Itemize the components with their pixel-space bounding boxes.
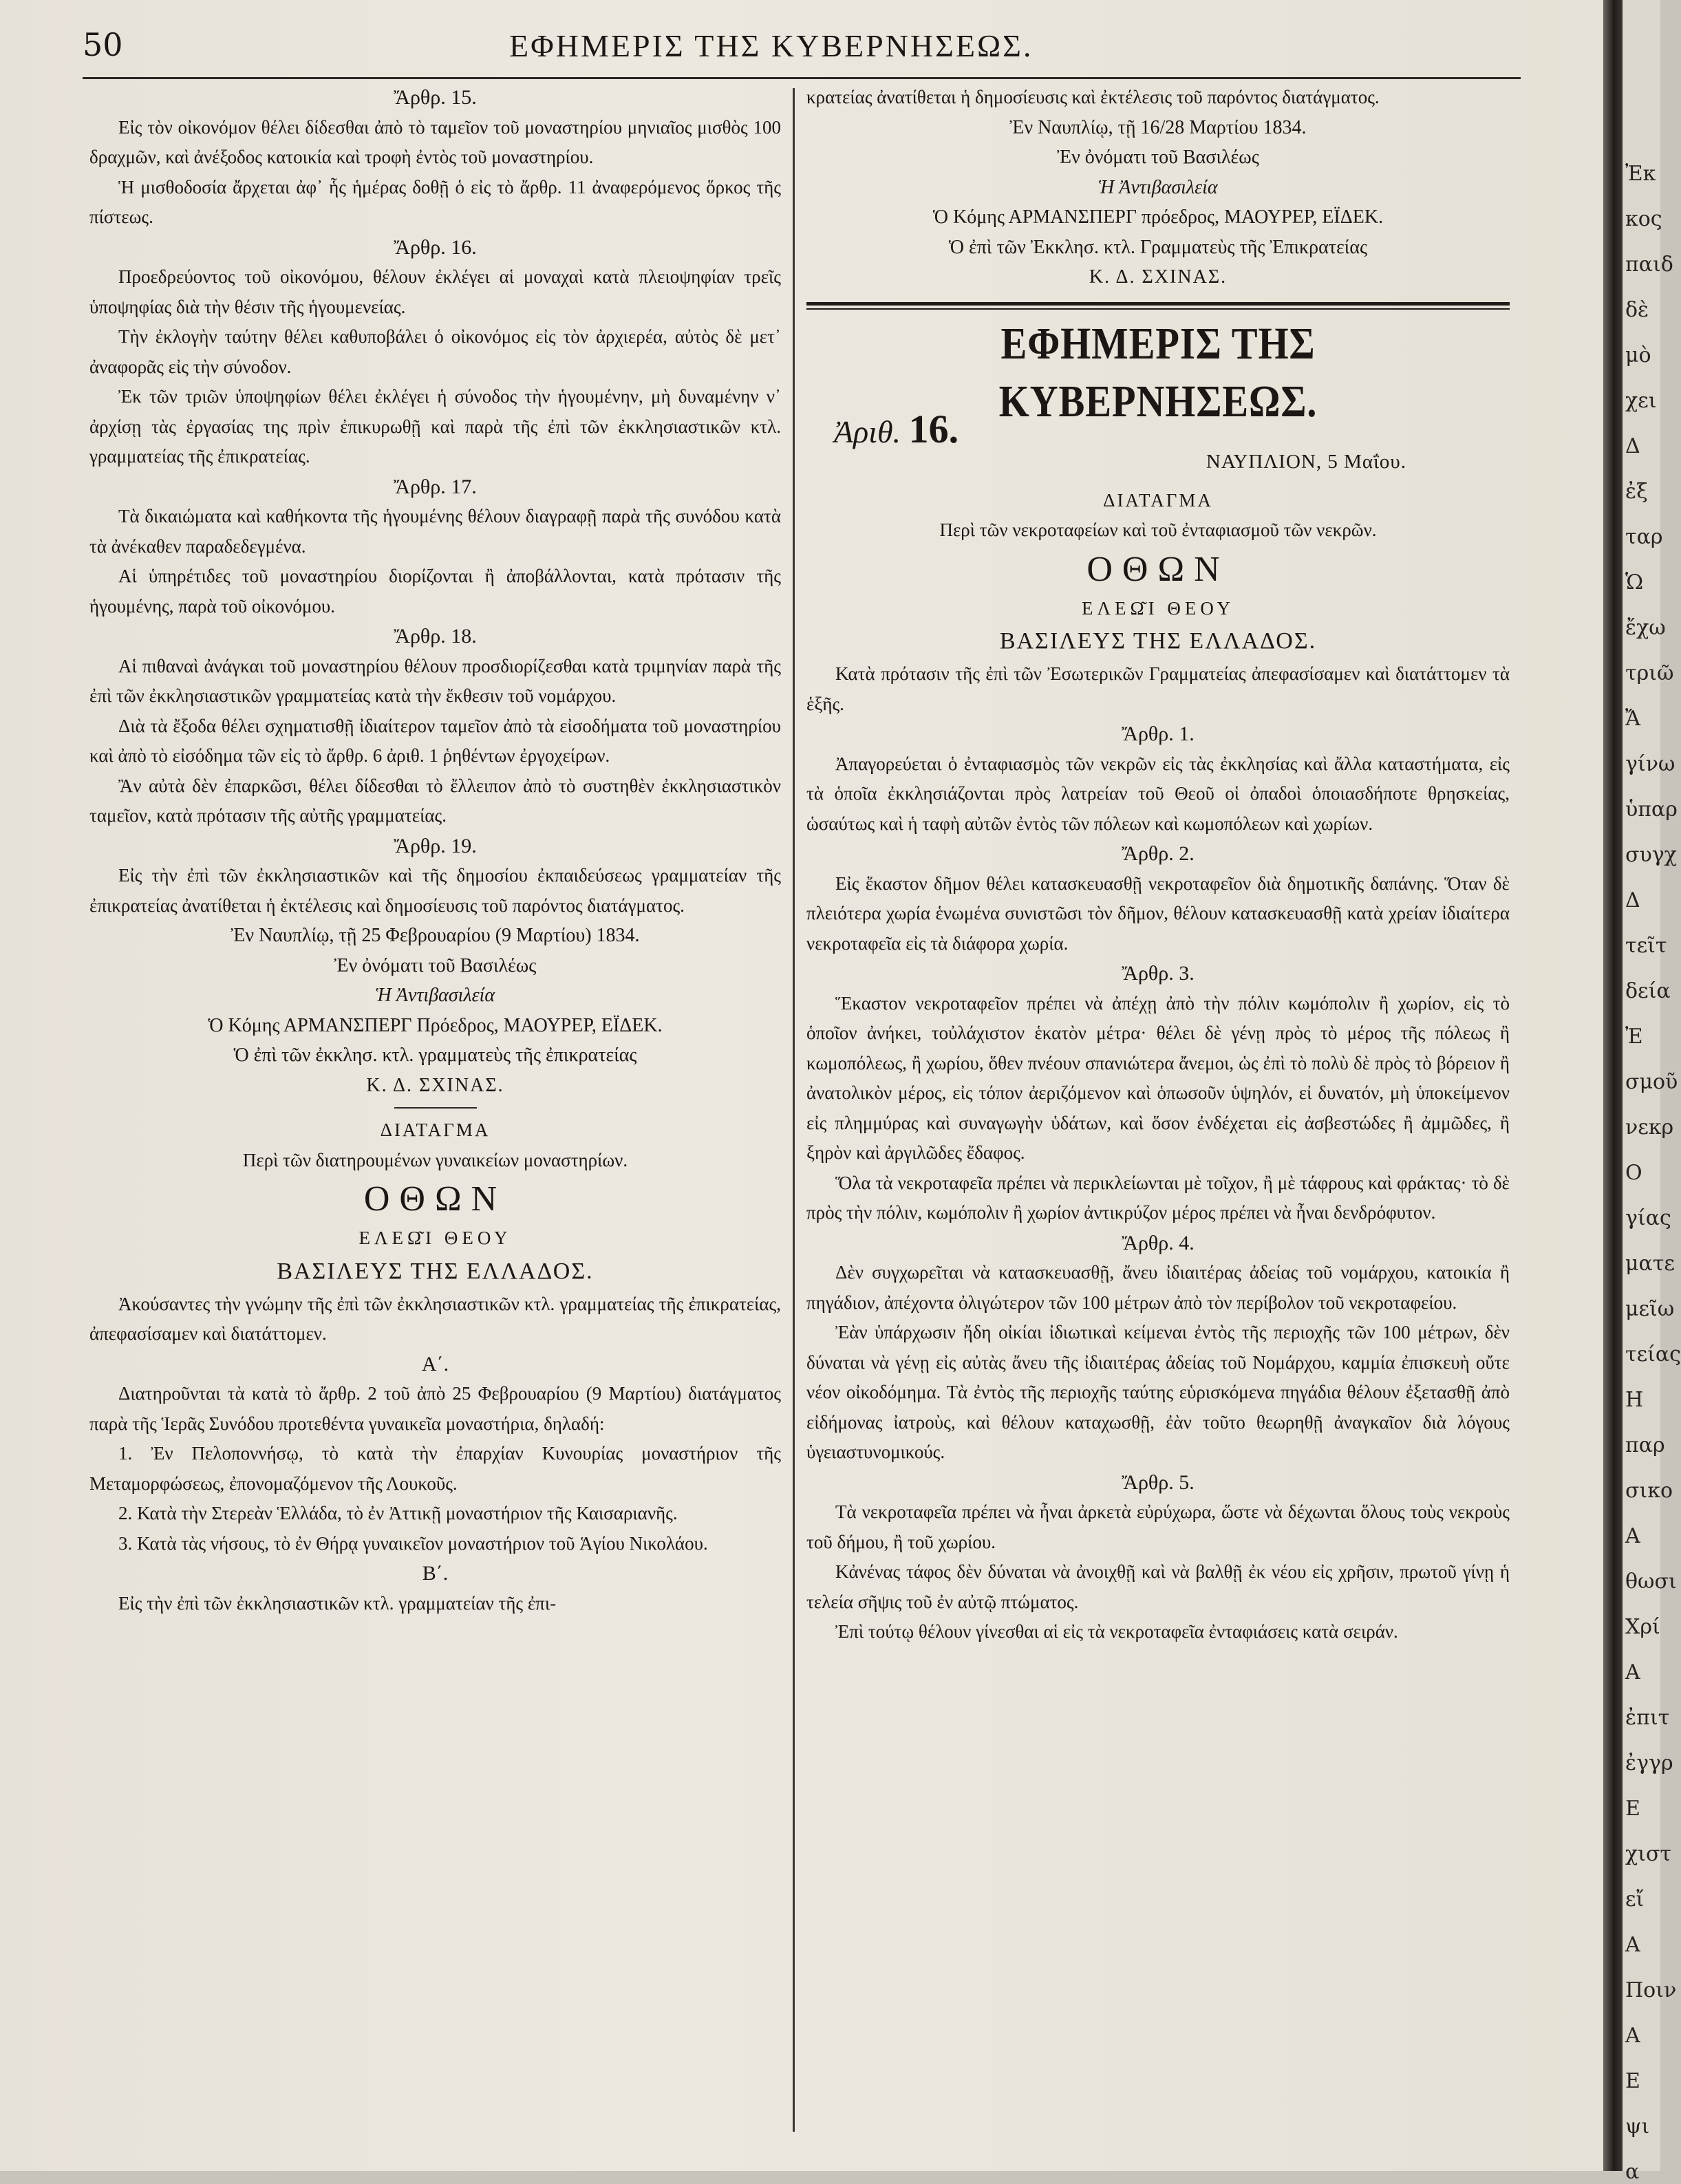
next-page-fragment: Α <box>1625 1660 1640 1684</box>
next-page-fragment: ὑπαρ <box>1625 797 1678 822</box>
decree-label: ΔΙΑΤΑΓΜΑ <box>1103 489 1213 511</box>
page-number: 50 <box>83 26 123 63</box>
masthead-title: ΕΦΗΜΕΡΙΣ ΤΗΣ ΚΥΒΕΡΝΗΣΕΩΣ. <box>998 318 1318 427</box>
decree-subject: Περὶ τῶν νεκροταφείων καὶ τοῦ ἐνταφιασμοῦ τῶν νεκρῶν. <box>939 520 1377 540</box>
section-heading: Α΄. <box>421 1352 449 1375</box>
next-page-fragment: χει <box>1625 389 1657 413</box>
next-page-edge <box>1623 0 1681 2184</box>
next-page-fragment: χιστ <box>1625 1842 1672 1866</box>
next-page-fragment: παρ <box>1625 1433 1665 1457</box>
next-page-fragment: δεία <box>1625 979 1671 1003</box>
article-heading: Ἄρθρ. 5. <box>1122 1470 1195 1494</box>
article-heading: Ἄρθρ. 19. <box>394 834 477 857</box>
next-page-fragment: α <box>1625 2160 1640 2184</box>
paragraph: Διατηροῦνται τὰ κατὰ τὸ ἄρθρ. 2 τοῦ ἀπὸ 25 Φεβρουαρίου (9 Μαρτίου) διατάγματος παρὰ τῆς Ἱερᾶς Συνόδου προτεθέντα γυναικεῖα μοναστήρια, δηλαδή: <box>89 1383 781 1434</box>
next-page-fragment: ματε <box>1625 1252 1675 1276</box>
next-page-fragment: ἐγγρ <box>1625 1751 1673 1775</box>
section-divider <box>394 1107 477 1109</box>
masthead-rule-thin <box>806 308 1510 310</box>
grace-of-god: ΕΛΕΩ͂Ι ΘΕΟΥ <box>358 1228 512 1248</box>
next-page-fragment: γίνω <box>1625 752 1675 776</box>
next-page-fragment: τείας <box>1625 1342 1681 1367</box>
paragraph: Τὰ νεκροταφεῖα πρέπει νὰ ἦναι ἀρκετὰ εὐρύχωρα, ὥστε νὰ δέχωνται ὅλους τοὺς νεκροὺς τοῦ δήμου, ἢ τοῦ χωρίου. <box>806 1501 1510 1552</box>
list-item: 2. Κατὰ τὴν Στερεὰν Ἑλλάδα, τὸ ἐν Ἀττικῇ μοναστήριον τῆς Καισαριανῆς. <box>118 1503 678 1523</box>
running-head: ΕΦΗΜΕΡΙΣ ΤΗΣ ΚΥΒΕΡΝΗΣΕΩΣ. <box>509 28 1034 63</box>
paragraph: Ἡ μισθοδοσία ἄρχεται ἀφ᾽ ἧς ἡμέρας δοθῇ ὁ εἰς τὸ ἄρθρ. 11 ἀναφερόμενος ὅρκος τῆς πίστεως. <box>89 176 781 227</box>
paragraph: κρατείας ἀνατίθεται ἡ δημοσίευσις καὶ ἐκτέλεσις τοῦ παρόντος διατάγματος. <box>806 87 1380 107</box>
in-name-of-king: Ἐν ὀνόματι τοῦ Βασιλέως <box>334 954 537 976</box>
decree-date: Ἐν Ναυπλίῳ, τῇ 25 Φεβρουαρίου (9 Μαρτίου) 1834. <box>231 925 640 946</box>
issue-label: Ἀριθ. <box>834 414 901 449</box>
paragraph: Κἀνένας τάφος δὲν δύναται νὰ ἀνοιχθῇ καὶ νὰ βαλθῇ ἐκ νέου εἰς χρῆσιν, πρωτοῦ γίνῃ ἡ τελεία σῆψις τοῦ ἐν αὐτῷ πτώματος. <box>806 1561 1510 1612</box>
next-page-fragment: εἴ <box>1625 1887 1645 1912</box>
next-page-fragment: ταρ <box>1625 525 1663 549</box>
article-heading: Ἄρθρ. 4. <box>1122 1231 1195 1254</box>
next-page-fragment: Δ <box>1625 434 1640 458</box>
decree-label: ΔΙΑΤΑΓΜΑ <box>380 1120 491 1140</box>
next-page-fragment: τεῖτ <box>1625 934 1667 958</box>
list-item: 1. Ἐν Πελοποννήσῳ, τὸ κατὰ τὴν ἐπαρχίαν Κυνουρίας μοναστήριον τῆς Μεταμορφώσεως, ἐπονομαζόμενον τῆς Λουκοῦς. <box>89 1443 781 1494</box>
signers-line: Ὁ Κόμης ΑΡΜΑΝΣΠΕΡΓ πρόεδρος, ΜΑΟΥΡΕΡ, ΕΪΔΕΚ. <box>932 206 1384 228</box>
next-page-fragment: ἐξ <box>1625 480 1648 504</box>
header-rule <box>83 77 1521 79</box>
right-column <box>806 83 1510 1647</box>
next-page-fragment: Δ <box>1625 888 1640 912</box>
issue-line <box>806 406 1510 486</box>
secretary-line: Ὁ ἐπὶ τῶν ἐκκλησ. κτλ. γραμματεὺς τῆς ἐπικρατείας <box>233 1045 637 1066</box>
next-page-fragment: ἐπιτ <box>1625 1706 1670 1730</box>
next-page-fragment: σμοῦ <box>1625 1070 1678 1094</box>
paragraph: Εἰς τὴν ἐπὶ τῶν ἐκκλησιαστικῶν καὶ τῆς δημοσίου ἐκπαιδεύσεως γραμματείαν τῆς ἐπικρατείας ἀνατίθεται ἡ ἐκτέλεσις καὶ δημοσίευσις τοῦ παρόντος διατάγματος. <box>89 865 781 916</box>
masthead-rule-thick <box>806 302 1510 306</box>
decree-date: Ἐν Ναυπλίῳ, τῇ 16/28 Μαρτίου 1834. <box>1009 116 1307 138</box>
king-of-greece: ΒΑΣΙΛΕΥΣ ΤΗΣ ΕΛΛΑΔΟΣ. <box>277 1258 594 1284</box>
next-page-fragment: τριῶ <box>1625 661 1674 685</box>
king-name: ΟΘΩΝ <box>363 1179 507 1219</box>
next-page-fragment: Α <box>1625 1524 1640 1548</box>
paragraph: Ἕκαστον νεκροταφεῖον πρέπει νὰ ἀπέχῃ ἀπὸ τὴν πόλιν κωμόπολιν ἢ χωρίον, εἰς τὸ ὁποῖον ἀνήκει, τοὐλάχιστον ἑκατὸν μέτρα· θέλει δὲ γένῃ πρὸς τὸ μέρος τῆς πόλεως ἢ κωμοπόλεως, ἢ χωρίου, ὅθεν πνέουν σπανιώτερα ἄνεμοι, ὡς ἐπὶ τὸ πολὺ δὲ πρὸς τὸ βόρειον ἢ ἀνατολικὸν μέρος, εἰς τόπον ἀεριζόμενον καὶ ὁπωσοῦν ὑψηλόν, εἰ δυνατόν, μὴ ὑποκείμενον εἰς πλημμύρας καὶ συναγωγὴν ὑδάτων, καὶ ὅσον ἐνδέχεται εἰς ἀσβεστώδες ἢ ἀμμῶδες, ἢ ξηρὸν καὶ ἀργιλῶδες ἔδαφος. <box>806 992 1510 1163</box>
next-page-fragment: Ε <box>1625 2069 1640 2093</box>
column-rule <box>793 88 795 2132</box>
paragraph: Εἰς τὸν οἰκονόμον θέλει δίδεσθαι ἀπὸ τὸ ταμεῖον τοῦ μοναστηρίου μηνιαῖος μισθὸς 100 δραχμῶν, καὶ ἀνέξοδος κατοικία καὶ τροφὴ ἐντὸς τοῦ μοναστηρίου. <box>89 116 781 167</box>
paragraph: Διὰ τὰ ἔξοδα θέλει σχηματισθῇ ἰδιαίτερον ταμεῖον ἀπὸ τὰ εἰσοδήματα τοῦ μοναστηρίου καὶ ἀπὸ τὸ εἰσόδημα τῶν εἰς τὸ ἄρθρ. 6 ἀριθ. 1 ῥηθέντων ἐργοχείρων. <box>89 715 781 766</box>
next-page-fragment: ψι <box>1625 2115 1650 2139</box>
paragraph: Ἂν αὐτὰ δὲν ἐπαρκῶσι, θέλει δίδεσθαι τὸ ἔλλειπον ἀπὸ τὸ συστηθὲν ἐκκλησιαστικὸν ταμεῖον, κατὰ πρότασιν τῆς αὐτῆς γραμματείας. <box>89 775 781 826</box>
next-page-fragment: Ο <box>1625 1161 1642 1185</box>
list-item: 3. Κατὰ τὰς νήσους, τὸ ἐν Θήρᾳ γυναικεῖον μοναστήριον τοῦ Ἁγίου Νικολάου. <box>118 1532 708 1554</box>
in-name-of-king: Ἐν ὀνόματι τοῦ Βασιλέως <box>1057 147 1259 168</box>
next-page-fragment: Χρί <box>1625 1615 1660 1639</box>
next-page-fragment: μεῖω <box>1625 1297 1675 1321</box>
signature-schinas: Κ. Δ. ΣΧΙΝΑΣ. <box>366 1074 504 1096</box>
paragraph: Αἱ ὑπηρέτιδες τοῦ μοναστηρίου διορίζονται ἢ ἀποβάλλονται, κατὰ πρότασιν τῆς ἡγουμένης, παρὰ τοῦ οἰκονόμου. <box>89 566 781 617</box>
paragraph: Ἐὰν ὑπάρχωσιν ἤδη οἰκίαι ἰδιωτικαὶ κείμεναι ἐντὸς τῆς περιοχῆς τῶν 100 μέτρων, δὲν δύναται νὰ γένῃ εἰς αὐτὰς ἄνευ τῆς ἰδιαιτέρας ἀδείας τοῦ Νομάρχου, καμμία ἐπισκευὴ οὔτε νέον οἰκοδόμημα. Τὰ ἐντὸς τῆς περιοχῆς ταύτης εὑρισκόμενα πηγάδια θέλουν ἐξετασθῇ ἀπὸ εἰδήμονας ἰατροὺς, καὶ θέλουν καταχωσθῇ, ἐὰν τοῦτο θεωρηθῇ ἀναγκαῖον διὰ λόγους ὑγειαστυνομικούς. <box>806 1322 1510 1462</box>
next-page-fragment: Ποιν <box>1625 1978 1677 2002</box>
signature-schinas: Κ. Δ. ΣΧΙΝΑΣ. <box>1089 266 1228 288</box>
article-heading: Ἄρθρ. 3. <box>1122 962 1195 985</box>
left-column <box>89 83 781 1618</box>
issue-number: 16. <box>908 406 959 451</box>
article-heading: Ἄρθρ. 1. <box>1122 722 1195 745</box>
paragraph: Κατὰ πρότασιν τῆς ἐπὶ τῶν Ἐσωτερικῶν Γραμματείας ἀπεφασίσαμεν καὶ διατάττομεν τὰ ἑξῆς. <box>806 663 1510 714</box>
next-page-fragment: ἔχω <box>1625 616 1666 640</box>
next-page-fragment: Ε <box>1625 1797 1640 1821</box>
article-heading: Ἄρθρ. 15. <box>394 86 477 109</box>
next-page-fragment: Ἐκ <box>1625 162 1656 186</box>
paragraph: Ἐπὶ τούτῳ θέλουν γίνεσθαι αἱ εἰς τὰ νεκροταφεῖα ἐνταφιάσεις κατὰ σειράν. <box>835 1621 1398 1642</box>
paragraph: Ἀπαγορεύεται ὁ ἐνταφιασμὸς τῶν νεκρῶν εἰς τὰς ἐκκλησίας καὶ ἄλλα καταστήματα, εἰς τὰ ὁποῖα ἐκκλησιάζονται πρὸς λατρείαν τοῦ Θεοῦ οἱ ὀπαδοὶ ὁποιασδήποτε θρησκείας, ὡσαύτως καὶ ἡ ταφὴ αὐτῶν ἐντὸς τῶν πόλεων καὶ κωμοπόλεων καὶ χωρίων. <box>806 753 1510 834</box>
paragraph: Τὴν ἐκλογὴν ταύτην θέλει καθυποβάλει ὁ οἰκονόμος εἰς τὸν ἀρχιερέα, αὐτὸς δὲ μετ᾽ ἀναφορᾶς εἰς τὴν σύνοδον. <box>89 326 781 377</box>
next-page-fragment: Ἄ <box>1625 707 1641 731</box>
next-page-fragment: παιδ <box>1625 253 1673 277</box>
king-of-greece: ΒΑΣΙΛΕΥΣ ΤΗΣ ΕΛΛΑΔΟΣ. <box>999 628 1317 654</box>
next-page-fragment: δὲ <box>1625 298 1649 322</box>
next-page-fragment: κος <box>1625 207 1662 231</box>
paragraph: Αἱ πιθαναὶ ἀνάγκαι τοῦ μοναστηρίου θέλουν προσδιορίζεσθαι κατὰ τριμηνίαν παρὰ τῆς ἐπὶ τῶν ἐκκλησιαστικῶν γραμματείας κατὰ τὴν ἔκθεσιν τοῦ νομάρχου. <box>89 655 781 706</box>
paragraph: Δὲν συγχωρεῖται νὰ κατασκευασθῇ, ἄνευ ἰδιαιτέρας ἀδείας τοῦ νομάρχου, κατοικία ἢ πηγάδιον, ἀπέχοντα ὀλιγώτερον τῶν 100 μέτρων ἀπὸ τὸν περίβολον τοῦ νεκροταφείου. <box>806 1262 1510 1313</box>
paragraph: Εἰς τὴν ἐπὶ τῶν ἐκκλησιαστικῶν κτλ. γραμματείαν τῆς ἐπι- <box>118 1592 557 1614</box>
next-page-fragment: γίας <box>1625 1206 1671 1230</box>
paragraph: Ἀκούσαντες τὴν γνώμην τῆς ἐπὶ τῶν ἐκκλησιαστικῶν κτλ. γραμματείας τῆς ἐπικρατείας, ἀπεφασίσαμεν καὶ διατάττομεν. <box>89 1293 781 1344</box>
king-name: ΟΘΩΝ <box>1086 549 1230 589</box>
article-heading: Ἄρθρ. 16. <box>394 235 477 259</box>
next-page-fragment: σικο <box>1625 1479 1673 1503</box>
decree-subject: Περὶ τῶν διατηρουμένων γυναικείων μοναστηρίων. <box>242 1149 628 1170</box>
article-heading: Ἄρθρ. 18. <box>394 625 477 647</box>
paragraph: Τὰ δικαιώματα καὶ καθήκοντα τῆς ἡγουμένης θέλουν διαγραφῇ παρὰ τῆς συνόδου κατὰ τὰ ἀνέκαθεν παραδεδεγμένα. <box>89 506 781 557</box>
grace-of-god: ΕΛΕΩ͂Ι ΘΕΟΥ <box>1081 597 1234 619</box>
place-date: ΝΑΥΠΛΙΟΝ, 5 Μαΐου. <box>1206 450 1406 473</box>
article-heading: Ἄρθρ. 2. <box>1122 842 1195 865</box>
next-page-fragment: συγχ <box>1625 843 1677 867</box>
next-page-fragment: μὸ <box>1625 343 1651 367</box>
regency-label: Ἡ Ἀντιβασιλεία <box>1098 176 1218 198</box>
paragraph: Ἐκ τῶν τριῶν ὑποψηφίων θέλει ἐκλέγει ἡ σύνοδος τὴν ἡγουμένην, μὴ δυναμένην ν᾽ ἀρχίσῃ τὰς ἐργασίας της πρὶν ἐπικυρωθῇ καὶ παρὰ τῆς ἐπὶ τῶν ἐκκλησιαστικῶν κτλ. γραμματείας τῆς ἐπικρατείας. <box>89 386 781 467</box>
next-page-fragment: Ὡ <box>1625 570 1644 595</box>
article-heading: Ἄρθρ. 17. <box>394 475 477 498</box>
next-page-fragment: Α <box>1625 2024 1640 2048</box>
book-gutter <box>1603 0 1623 2171</box>
paragraph: Ὅλα τὰ νεκροταφεῖα πρέπει νὰ περικλείωνται μὲ τοῖχον, ἢ μὲ τάφρους καὶ φράκτας· τὸ δὲ πρὸς τὴν πόλιν, κωμόπολιν ἢ χωρίον ἀντικρύζον μέρος πρέπει νὰ ἦναι δενδρόφυτον. <box>806 1172 1510 1223</box>
next-page-fragment: Η <box>1625 1388 1644 1412</box>
paragraph: Προεδρεύοντος τοῦ οἰκονόμου, θέλουν ἐκλέγει αἱ μοναχαὶ κατὰ πλειοψηφίαν τρεῖς ὑποψηφίας διὰ τὴν θέσιν τῆς ἡγουμενείας. <box>89 266 781 317</box>
signers-line: Ὁ Κόμης ΑΡΜΑΝΣΠΕΡΓ Πρόεδρος, ΜΑΟΥΡΕΡ, ΕΪΔΕΚ. <box>208 1014 663 1036</box>
next-page-fragment: Α <box>1625 1933 1640 1957</box>
secretary-line: Ὁ ἐπὶ τῶν Ἐκκλησ. κτλ. Γραμματεὺς τῆς Ἐπικρατείας <box>948 236 1368 258</box>
issue-label-group <box>834 406 959 451</box>
section-heading: Β΄. <box>422 1562 449 1585</box>
next-page-fragment: θωσι <box>1625 1570 1677 1594</box>
paragraph: Εἰς ἕκαστον δῆμον θέλει κατασκευασθῇ νεκροταφεῖον διὰ δημοτικῆς δαπάνης. Ὅταν δὲ πλειότερα χωρία ἑνωμένα συνιστῶσι τὸν δῆμον, θέλουν κατασκευασθῇ κατὰ χρείαν ἰδιαίτερα νεκροταφεῖα εἰς τὰ διάφορα χωρία. <box>806 872 1510 954</box>
next-page-fragment: νεκρ <box>1625 1115 1674 1139</box>
regency-label: Ἡ Ἀντιβασιλεία <box>375 985 495 1006</box>
next-page-fragment: Ἐ <box>1625 1025 1643 1049</box>
